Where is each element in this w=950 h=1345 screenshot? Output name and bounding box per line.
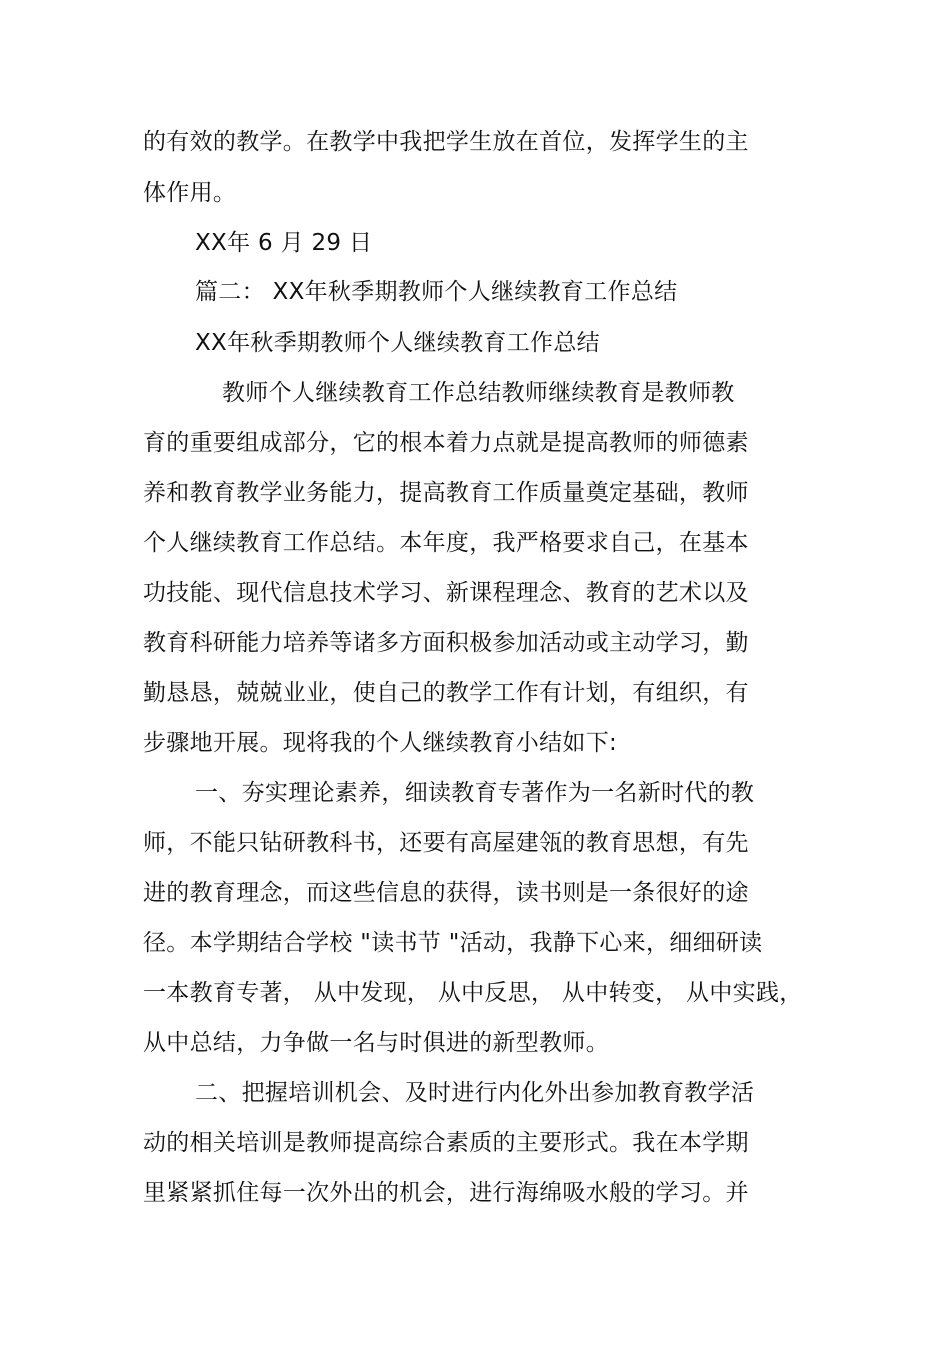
text-line: 功技能、现代信息技术学习、新课程理念、教育的艺术以及 — [143, 580, 749, 606]
text-line: 师，不能只钻研教科书，还要有高屋建瓴的教育思想，有先 — [143, 830, 749, 856]
text-line: 进的教育理念，而这些信息的获得，读书则是一条很好的途 — [143, 880, 749, 906]
text-line: 从中总结，力争做一名与时俱进的新型教师。 — [143, 1030, 609, 1056]
text-line: 教育科研能力培养等诸多方面积极参加活动或主动学习，勤 — [143, 630, 749, 656]
text-line: 个人继续教育工作总结。本年度，我严格要求自己，在基本 — [143, 530, 749, 556]
document-title: XX年秋季期教师个人继续教育工作总结 — [195, 330, 600, 356]
text-line: 径。本学期结合学校 "读书节 "活动，我静下心来，细细研读 — [143, 930, 763, 956]
text-line: 育的重要组成部分，它的根本着力点就是提高教师的师德素 — [143, 430, 749, 456]
text-line: 教师个人继续教育工作总结教师继续教育是教师教 — [222, 380, 735, 406]
section-heading: 篇二： XX年秋季期教师个人继续教育工作总结 — [195, 279, 678, 305]
date-line: XX年 6 月 29 日 — [195, 230, 373, 256]
text-line: 动的相关培训是教师提高综合素质的主要形式。我在本学期 — [143, 1130, 749, 1156]
text-line: 养和教育教学业务能力，提高教育工作质量奠定基础，教师 — [143, 480, 749, 506]
text-line: 一本教育专著， 从中发现， 从中反思， 从中转变， 从中实践， — [143, 980, 803, 1006]
text-line: 的有效的教学。在教学中我把学生放在首位，发挥学生的主 — [143, 129, 749, 155]
text-line: 勤恳恳，兢兢业业，使自己的教学工作有计划，有组织，有 — [143, 680, 749, 706]
text-line: 里紧紧抓住每一次外出的机会，进行海绵吸水般的学习。并 — [143, 1180, 749, 1206]
text-line: 二、把握培训机会、及时进行内化外出参加教育教学活 — [195, 1080, 755, 1106]
text-line: 一、夯实理论素养，细读教育专著作为一名新时代的教 — [195, 780, 755, 806]
text-line: 体作用。 — [143, 180, 237, 206]
text-line: 步骤地开展。现将我的个人继续教育小结如下: — [143, 730, 618, 756]
